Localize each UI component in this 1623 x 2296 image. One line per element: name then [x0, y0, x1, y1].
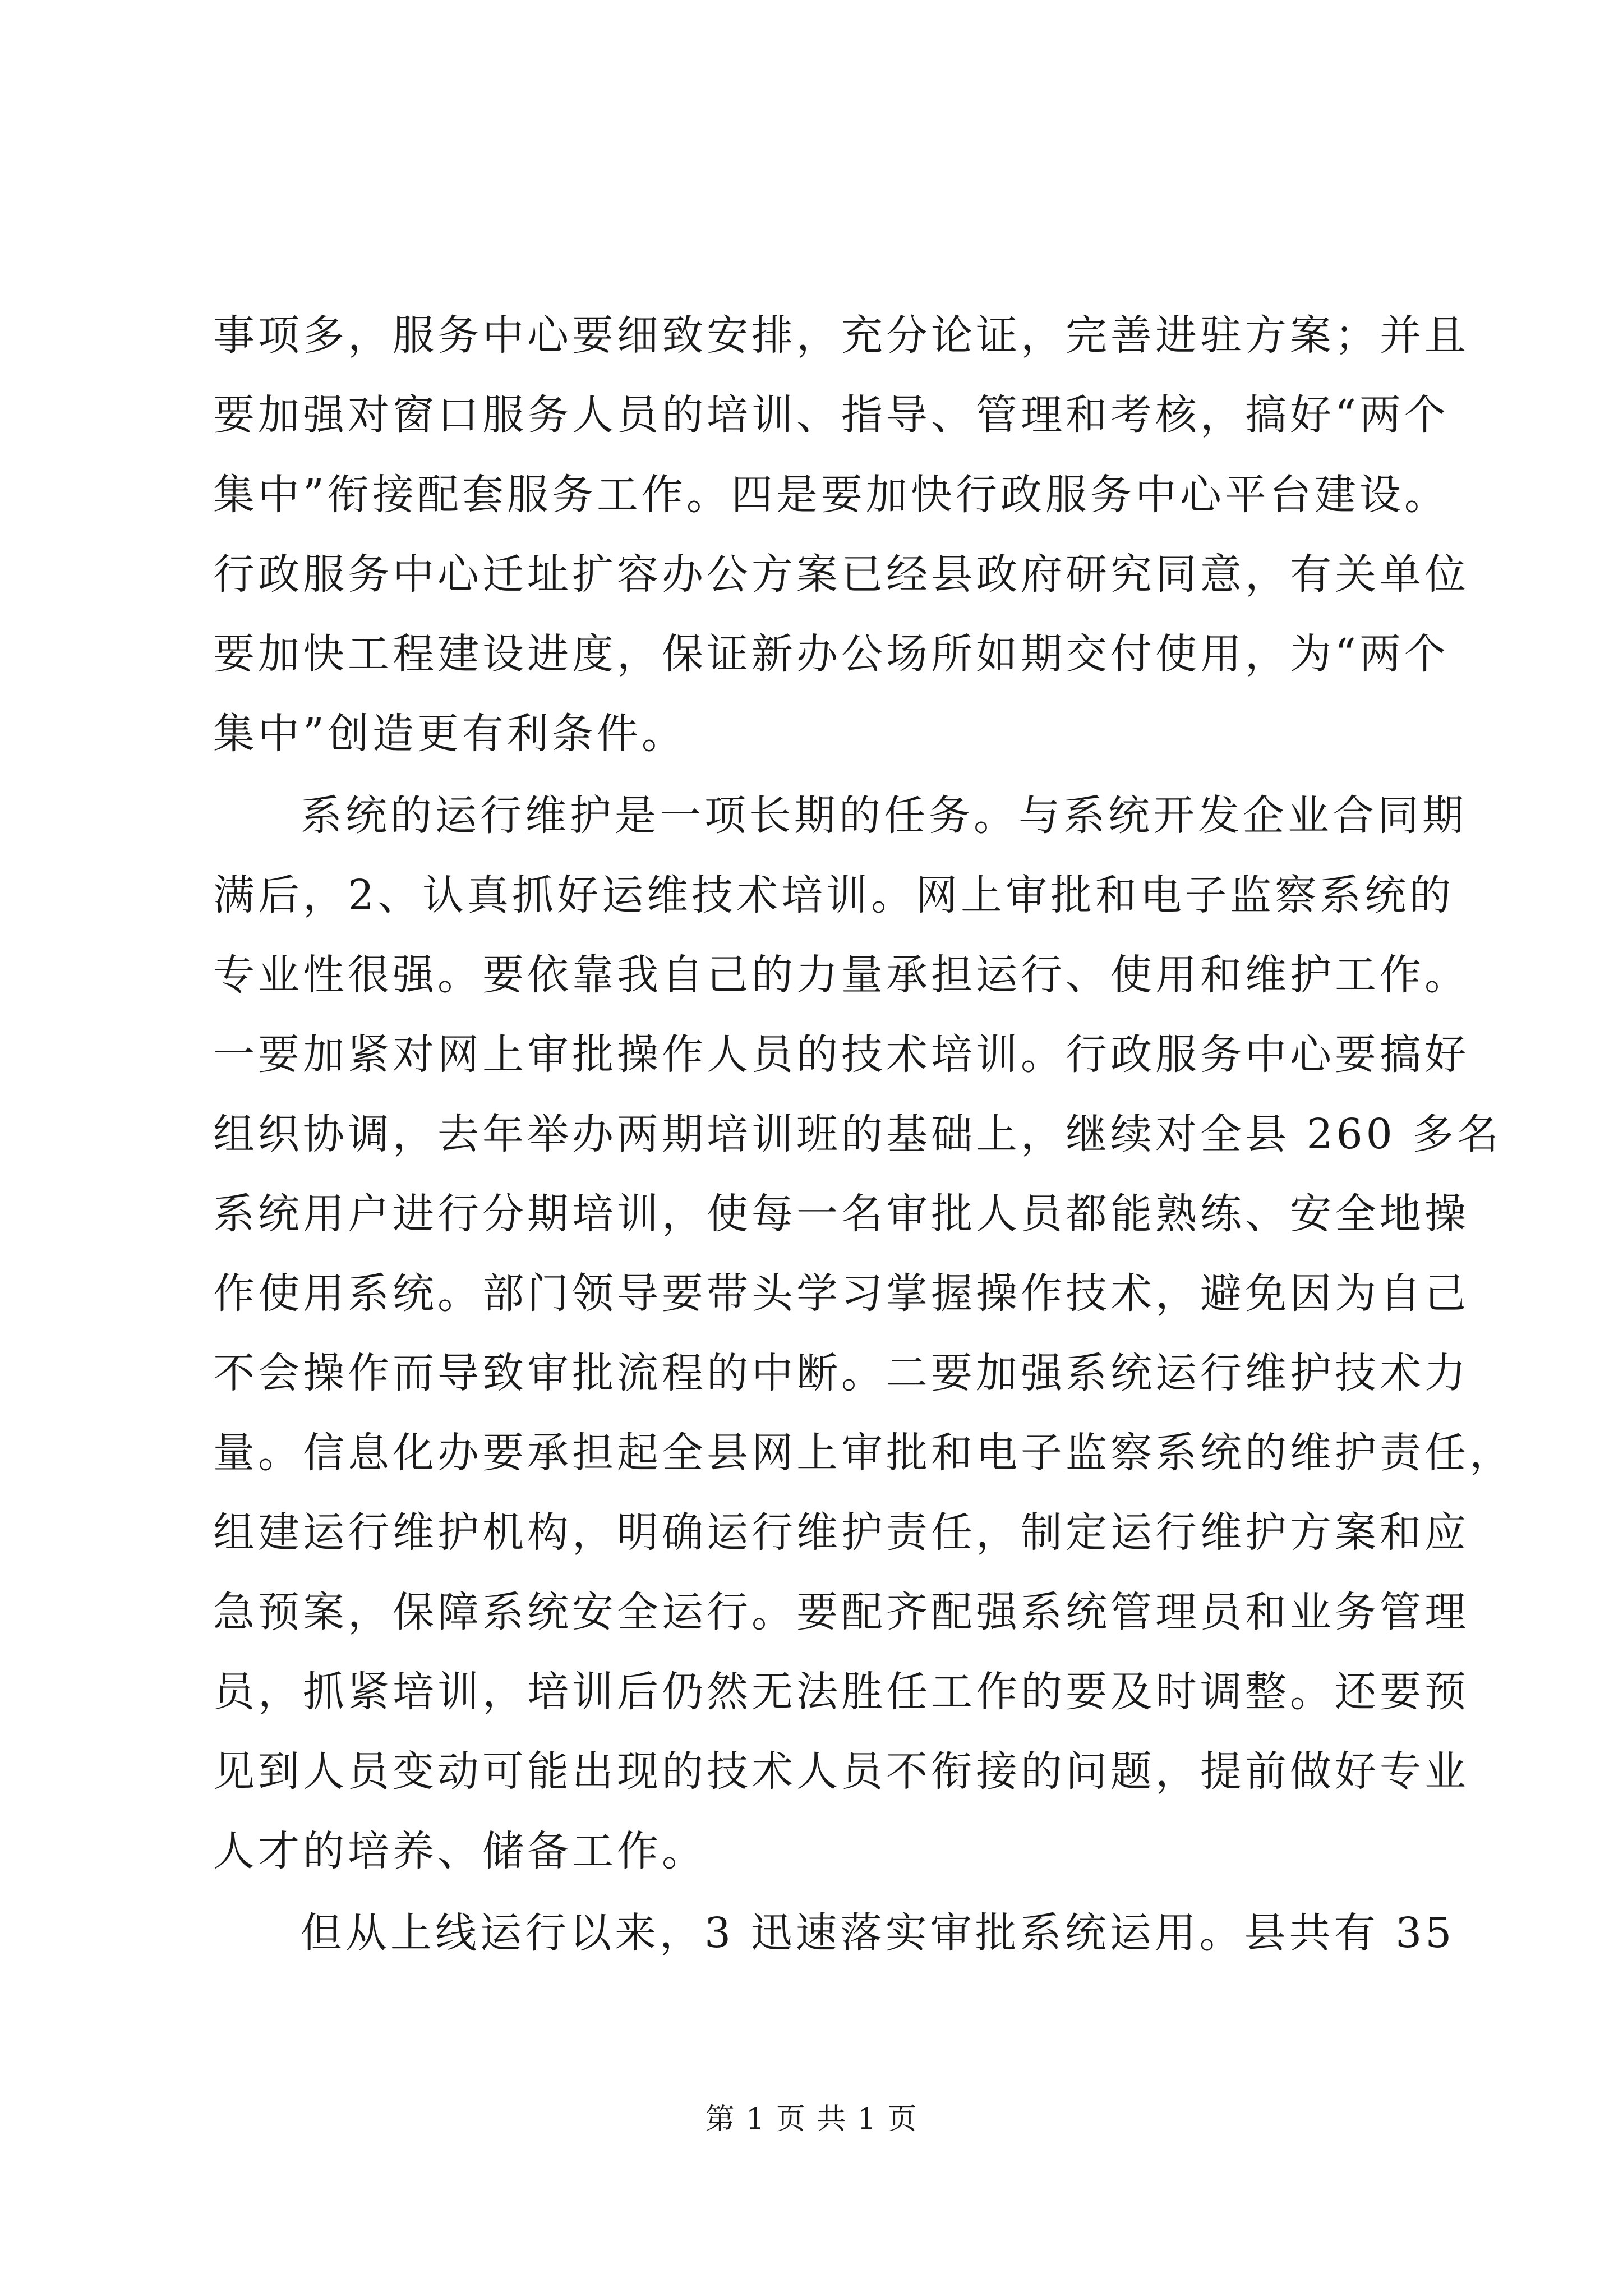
paragraph-line: 作使用系统。部门领导要带头学习掌握操作技术，避免因为自己	[213, 1269, 1469, 1318]
page-footer: 第 1 页 共 1 页	[705, 2102, 918, 2136]
paragraph-line: 但从上线运行以来，3 迅速落实审批系统运用。县共有 35	[301, 1909, 1455, 1957]
paragraph-line: 满后，2、认真抓好运维技术培训。网上审批和电子监察系统的	[213, 871, 1455, 919]
paragraph-line: 不会操作而导致审批流程的中断。二要加强系统运行维护技术力	[213, 1349, 1469, 1397]
paragraph-line: 系统用户进行分期培训，使每一名审批人员都能熟练、安全地操	[213, 1190, 1469, 1238]
paragraph-line: 员，抓紧培训，培训后仍然无法胜任工作的要及时调整。还要预	[213, 1668, 1469, 1716]
paragraph-line: 急预案，保障系统安全运行。要配齐配强系统管理员和业务管理	[213, 1588, 1469, 1636]
paragraph-line: 一要加紧对网上审批操作人员的技术培训。行政服务中心要搞好	[213, 1030, 1469, 1079]
paragraph-line: 组织协调，去年举办两期培训班的基础上，继续对全县 260 多名	[213, 1110, 1502, 1158]
paragraph-line: 行政服务中心迁址扩容办公方案已经县政府研究同意，有关单位	[213, 550, 1469, 599]
paragraph-line: 见到人员变动可能出现的技术人员不衔接的问题，提前做好专业	[213, 1747, 1469, 1796]
paragraph-line: 集中”衔接配套服务工作。四是要加快行政服务中心平台建设。	[213, 471, 1449, 519]
paragraph-line: 要加强对窗口服务人员的培训、指导、管理和考核，搞好“两个	[213, 391, 1449, 439]
paragraph-line: 专业性很强。要依靠我自己的力量承担运行、使用和维护工作。	[213, 951, 1469, 999]
paragraph-line: 人才的培养、储备工作。	[213, 1827, 707, 1875]
paragraph-line: 量。信息化办要承担起全县网上审批和电子监察系统的维护责任，	[213, 1429, 1514, 1477]
paragraph-line: 事项多，服务中心要细致安排，充分论证，完善进驻方案；并且	[213, 311, 1469, 360]
paragraph-line: 组建运行维护机构，明确运行维护责任，制定运行维护方案和应	[213, 1508, 1469, 1557]
paragraph-line: 系统的运行维护是一项长期的任务。与系统开发企业合同期	[301, 792, 1467, 840]
paragraph-line: 要加快工程建设进度，保证新办公场所如期交付使用，为“两个	[213, 630, 1449, 678]
paragraph-line: 集中”创造更有利条件。	[213, 710, 686, 758]
